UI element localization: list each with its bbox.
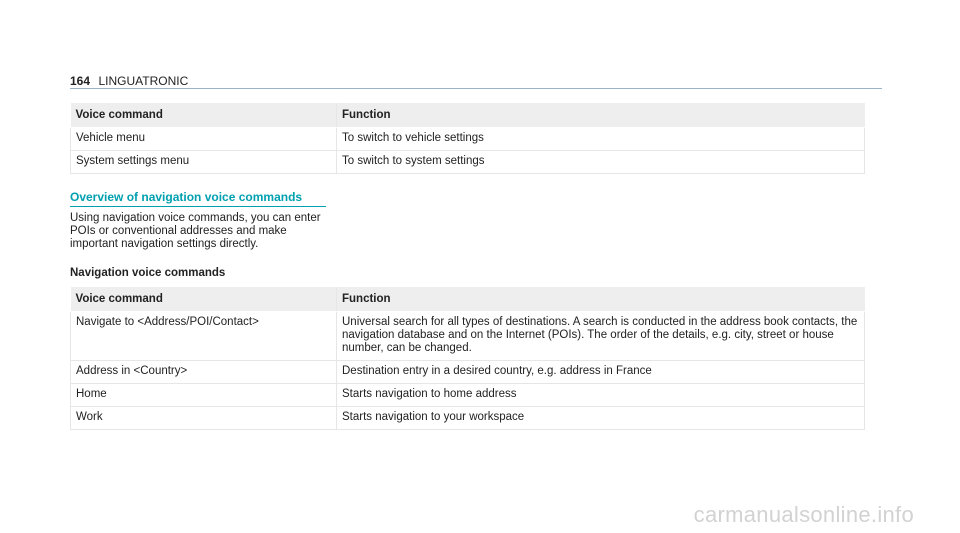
voice-command-cell: Home [71,384,337,407]
table-header-row [71,103,865,128]
column-header-function: Function [337,103,865,128]
vehicle-commands-table [70,103,865,174]
function-cell: To switch to system settings [337,151,865,174]
table-row [71,128,865,151]
function-cell: To switch to vehicle settings [337,128,865,151]
table-row [71,361,865,384]
section-name: LINGUATRONIC [98,74,189,88]
function-cell: Universal search for all types of destinations. A search is conducted in the address book contacts, the navigation database and on the Internet (POIs). The order of the details, e.g. city, street or house number, can be changed. [337,312,865,361]
table-row [71,312,865,361]
table-row [71,384,865,407]
table-header-row [71,287,865,312]
voice-command-cell: Vehicle menu [71,128,337,151]
table-title: Navigation voice commands [70,267,226,279]
voice-command-cell: System settings menu [71,151,337,174]
function-cell: Destination entry in a desired country, e.g. address in France [337,361,865,384]
page-header [70,72,882,89]
table-row [71,151,865,174]
column-header-function: Function [337,287,865,312]
watermark: carmanualsonline.info [693,502,914,527]
section-intro: Using navigation voice commands, you can enter POIs or conventional addresses and make important navigation settings directly. [70,212,321,250]
section-heading: Overview of navigation voice commands [70,190,326,207]
column-header-voice-command: Voice command [71,103,337,128]
voice-command-cell: Navigate to <Address/POI/Contact> [71,312,337,361]
column-header-voice-command: Voice command [71,287,337,312]
function-cell: Starts navigation to home address [337,384,865,407]
table-row [71,407,865,430]
page-number: 164 [70,74,91,88]
voice-command-cell: Address in <Country> [71,361,337,384]
voice-command-cell: Work [71,407,337,430]
navigation-commands-table [70,287,865,430]
function-cell: Starts navigation to your workspace [337,407,865,430]
